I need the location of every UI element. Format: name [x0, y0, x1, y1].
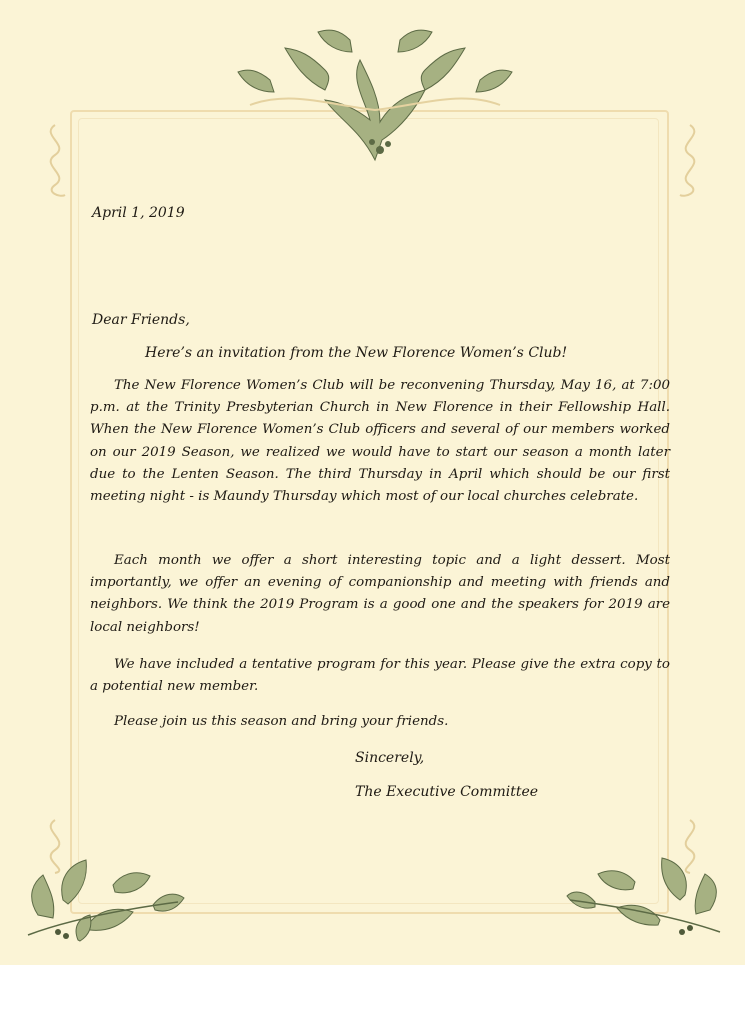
letter-intro: Here’s an invitation from the New Florence Women’s Club! — [145, 345, 568, 361]
letter-paragraph: Please join us this season and bring your friends. — [114, 714, 449, 729]
letter-closing: Sincerely, — [355, 750, 425, 766]
letter-salutation: Dear Friends, — [92, 312, 190, 328]
letter-paragraph: We have included a tentative program for this year. Please give the extra copy to a potential new member. — [90, 657, 670, 695]
letter-paragraph: The New Florence Women’s Club will be reconvening Thursday, May 16, at 7:00 p.m. at the Trinity Presbyterian Church in New Florence in their Fellowship Hall. When the New Florence Women’s Club officers and several of our members worked on our 2019 Season, we realized we would have to start our season a month later due to the Lenten Season. The third Thursday in April which should be our first meeting night - is Maundy Thursday which most of our local churches celebrate. — [90, 378, 670, 505]
letter-date: April 1, 2019 — [92, 205, 185, 221]
letter-paragraph: Each month we offer a short interesting topic and a light dessert. Most importantly, we offer an evening of companionship and meeting with friends and neighbors. We think the 2019 Program is a good one and the speakers for 2019 are local neighbors! — [90, 553, 670, 635]
letter-signature: The Executive Committee — [355, 784, 539, 800]
